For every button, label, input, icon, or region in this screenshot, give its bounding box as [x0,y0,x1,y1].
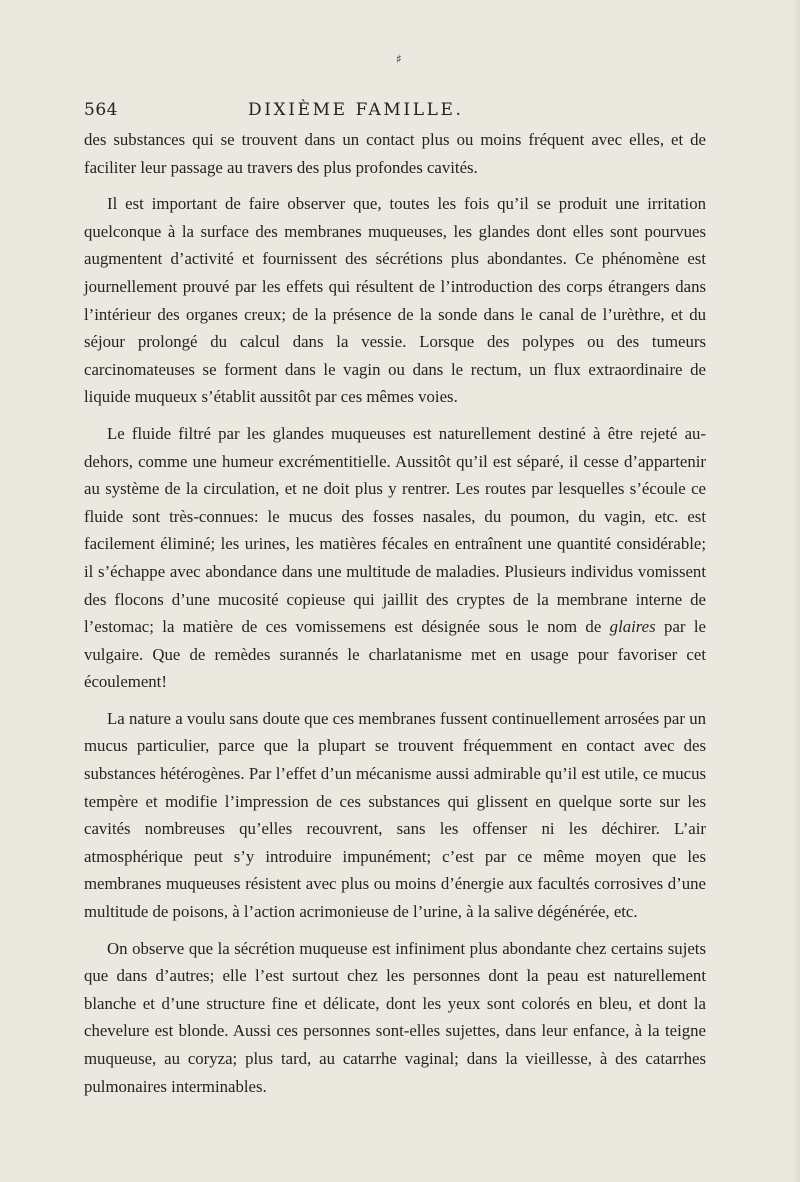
paragraph-1: des substances qui se trouvent dans un contact plus ou moins fréquent avec elles, et de faciliter leur passage au travers des plus profondes cavités. [84,130,706,177]
page-edge [792,0,800,1182]
ink-mark: ♯ [396,52,402,66]
running-title: DIXIÈME FAMILLE. [248,100,464,120]
page-number: 564 [84,100,118,120]
paragraph-4: La nature a voulu sans doute que ces membranes fussent continuellement arrosées par un mucus particulier, parce que la plupart se trouvent fréquemment en contact avec des substances hétérogènes. Par l’effet d’un mécanisme aussi admirable qu’il est utile, ce mucus tempère et modifie l’impression de ces substances qui glissent en quelque sorte sur les cavités nombreuses qu’elles recouvrent, sans les offenser ni les déchirer. L’air atmosphérique peut s’y introduire impunément; c’est par ce même moyen que les membranes muqueuses résistent avec plus ou moins d’énergie aux facultés corrosives d’une multitude de poisons, à l’action acrimonieuse de l’urine, à la salive dégénérée, etc. [84,708,706,922]
body-text [84,126,706,1100]
paragraph-3-part-2: par le vulgaire. Que de remèdes surannés le charlatanisme met en usage pour favoriser cet écoulement! [84,617,706,692]
paragraph-2: Il est important de faire observer que, toutes les fois qu’il se produit une irritation quelconque à la surface des membranes muqueuses, les glandes dont elles sont pourvues augmentent d’activité et fournissent des sécrétions plus abondantes. Ce phénomène est journellement prouvé par les effets qui résultent de l’introduction des corps étrangers dans l’intérieur des organes creux; de la présence de la sonde dans le canal de l’urèthre, et du séjour prolongé du calcul dans la vessie. Lorsque des polypes ou des tumeurs carcinomateuses se forment dans le vagin ou dans le rectum, un flux extraordinaire de liquide muqueux s’établit aussitôt par ces mêmes voies. [84,194,706,407]
paragraph-5: On observe que la sécrétion muqueuse est infiniment plus abondante chez certains sujets que dans d’autres; elle l’est surtout chez les personnes dont la peau est naturellement blanche et d’une structure fine et délicate, dont les yeux sont colorés en bleu, et dont la chevelure est blonde. Aussi ces personnes sont-elles sujettes, dans leur enfance, à la teigne muqueuse, au coryza; plus tard, au catarrhe vaginal; dans la vieillesse, à des catarrhes pulmonaires interminables. [84,938,706,1096]
paragraph-3 [84,420,706,696]
running-header [84,100,704,126]
emphasized-term: glaires [609,617,656,637]
paragraph-3-part-1: Le fluide filtré par les glandes muqueuses est naturellement destiné à être rejeté au-dehors, comme une humeur excrémentitielle. Aussitôt qu’il est séparé, il cesse d’appartenir au système de la circulation, et ne doit plus y rentrer. Les routes par lesquelles s’écoule ce fluide sont très-connues: le mucus des fosses nasales, du poumon, du vagin, etc. est facilement éliminé; les urines, les matières fécales en entraînent une quantité considérable; il s’échappe avec abondance dans une multitude de maladies. Plusieurs individus vomissent des flocons d’une mucosité copieuse qui jaillit des cryptes de la membrane interne de l’estomac; la matière de ces vomissemens est désignée sous le nom de [84,423,706,637]
